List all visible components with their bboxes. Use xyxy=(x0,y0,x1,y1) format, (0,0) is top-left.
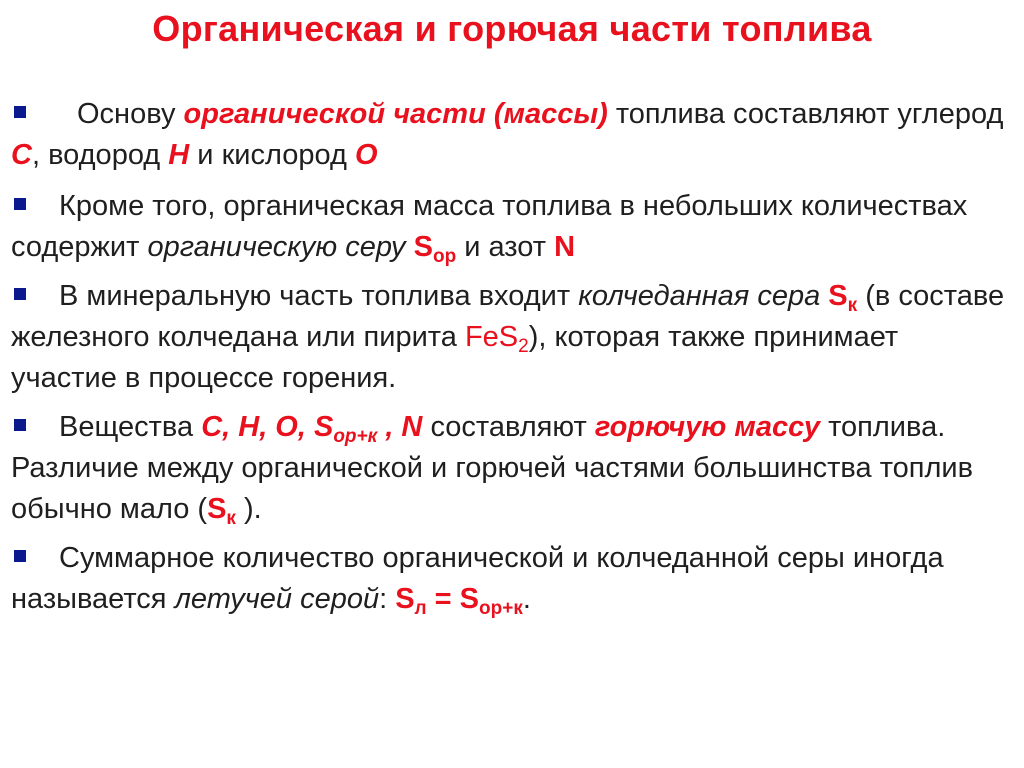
text: топлива. Различие между органической и горючей частями большинства топлив обычно мало ( xyxy=(11,411,974,525)
square-bullet-icon xyxy=(14,419,26,431)
text: : xyxy=(379,583,396,615)
bullet-organic-sulfur xyxy=(11,186,1011,268)
formula-equals-s: = S xyxy=(426,583,480,615)
symbol-hydrogen: H xyxy=(168,139,190,171)
square-bullet-icon xyxy=(14,550,26,562)
term-volatile-sulfur: летучей серой xyxy=(174,583,380,615)
square-bullet-icon xyxy=(14,198,26,210)
slide-body xyxy=(11,94,1011,628)
subscript-k: к xyxy=(847,295,858,316)
term-combustible-mass: горючую массу xyxy=(594,411,821,443)
symbol-carbon: C xyxy=(11,139,32,171)
text: Основу xyxy=(77,98,184,130)
subscript-2: 2 xyxy=(518,336,529,357)
symbol-s: S xyxy=(828,280,848,312)
subscript-or: ор xyxy=(432,246,457,267)
subscript-or-k: ор+к xyxy=(333,426,378,447)
bullet-organic-mass xyxy=(11,94,1011,176)
symbol-nitrogen: , N xyxy=(377,411,423,443)
square-bullet-icon xyxy=(14,288,26,300)
bullet-volatile-sulfur xyxy=(11,538,1011,620)
formula-s-l xyxy=(395,583,523,619)
text: ). xyxy=(235,493,262,525)
text: Кроме того, органическая масса топлива в небольших количествах содержит xyxy=(11,190,968,263)
formula-fes: FeS xyxy=(464,321,519,353)
slide-title: Органическая и горючая части топлива xyxy=(152,8,872,49)
text: В минеральную часть топлива входит xyxy=(59,280,579,312)
symbols-text: C, H, O, S xyxy=(201,411,334,443)
text: топлива составляют углерод xyxy=(607,98,1004,130)
subscript-k: к xyxy=(226,508,236,529)
term-pyrite-sulfur: колчеданная сера xyxy=(578,280,821,312)
text: и азот xyxy=(456,231,555,263)
subscript-or-k: ор+к xyxy=(479,598,523,619)
term-organic-part: органической части (массы) xyxy=(183,98,608,130)
symbol-s: S xyxy=(413,231,433,263)
symbol-s: S xyxy=(207,493,227,525)
symbol-s-or xyxy=(413,231,457,267)
symbol-s-k xyxy=(828,280,858,316)
square-bullet-icon xyxy=(14,106,26,118)
term-organic-sulfur: органическую серу xyxy=(147,231,406,263)
text: (в составе железного колчедана или пирита xyxy=(11,280,1005,353)
symbol-oxygen: O xyxy=(354,139,378,171)
symbols-chos xyxy=(201,411,423,447)
text xyxy=(406,231,414,263)
text: составляют xyxy=(422,411,595,443)
text: . xyxy=(522,583,531,615)
text: Суммарное количество органической и колчеданной серы иногда называется xyxy=(11,542,944,615)
symbol-s: S xyxy=(395,583,415,615)
text: ), которая также принимает участие в процессе горения. xyxy=(11,321,899,394)
symbol-s-k xyxy=(207,493,236,529)
formula-fes2 xyxy=(464,321,529,357)
text: и кислород xyxy=(189,139,355,171)
bullet-mineral-part xyxy=(11,276,1011,399)
text: Вещества xyxy=(59,411,202,443)
text: , водород xyxy=(31,139,169,171)
symbol-nitrogen: N xyxy=(554,231,576,263)
subscript-l: л xyxy=(414,598,427,619)
bullet-combustible-mass xyxy=(11,407,1011,530)
